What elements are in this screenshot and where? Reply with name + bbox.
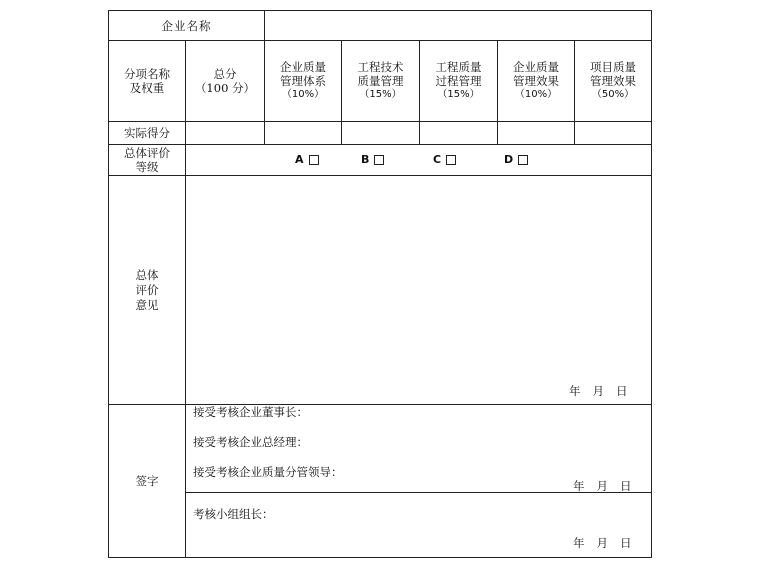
grade-option-a[interactable]: A bbox=[295, 153, 319, 166]
actual-score-cell[interactable] bbox=[575, 122, 651, 144]
company-sign-date: 年 月 日 bbox=[573, 479, 632, 493]
chairman-signature-line[interactable]: 接受考核企业董事长： bbox=[193, 405, 308, 419]
actual-score-cell[interactable] bbox=[342, 122, 419, 144]
checkbox-icon[interactable] bbox=[518, 155, 528, 165]
column-header-quality-system: 企业质量 管理体系 （10%） bbox=[280, 60, 326, 100]
checkbox-icon[interactable] bbox=[374, 155, 384, 165]
checkbox-icon[interactable] bbox=[446, 155, 456, 165]
actual-score-cell[interactable] bbox=[265, 122, 341, 144]
checkbox-icon[interactable] bbox=[309, 155, 319, 165]
grade-option-c[interactable]: C bbox=[433, 153, 456, 166]
opinion-text-area[interactable] bbox=[186, 176, 651, 381]
actual-score-label: 实际得分 bbox=[124, 126, 170, 140]
grade-option-b[interactable]: B bbox=[361, 153, 384, 166]
general-manager-signature-line[interactable]: 接受考核企业总经理： bbox=[193, 435, 308, 449]
evaluation-form bbox=[108, 10, 652, 558]
actual-score-total-cell[interactable] bbox=[186, 122, 264, 144]
column-header-tech-quality: 工程技术 质量管理 （15%） bbox=[357, 60, 404, 100]
actual-score-cell[interactable] bbox=[420, 122, 497, 144]
team-sign-date: 年 月 日 bbox=[573, 536, 632, 550]
signature-label: 签字 bbox=[135, 474, 159, 488]
opinion-date: 年 月 日 bbox=[569, 384, 628, 398]
column-header-process-management: 工程质量 过程管理 （15%） bbox=[435, 60, 482, 100]
grade-option-d[interactable]: D bbox=[504, 153, 528, 166]
item-name-header: 分项名称 及权重 bbox=[124, 67, 170, 95]
team-leader-signature-line[interactable]: 考核小组组长： bbox=[193, 507, 274, 521]
company-name-label: 企业名称 bbox=[161, 18, 212, 33]
opinion-label: 总体 评价 意见 bbox=[135, 267, 159, 312]
actual-score-cell[interactable] bbox=[498, 122, 574, 144]
divider bbox=[109, 144, 651, 145]
quality-leader-signature-line[interactable]: 接受考核企业质量分管领导： bbox=[193, 465, 343, 479]
grade-label: 总体评价 等级 bbox=[124, 146, 170, 174]
divider bbox=[109, 404, 651, 405]
company-name-value[interactable] bbox=[265, 11, 651, 40]
column-header-project-effect: 项目质量 管理效果 （50%） bbox=[590, 60, 636, 100]
column-header-enterprise-effect: 企业质量 管理效果 （10%） bbox=[513, 60, 559, 100]
total-score-header: 总分 （100 分） bbox=[194, 67, 256, 95]
